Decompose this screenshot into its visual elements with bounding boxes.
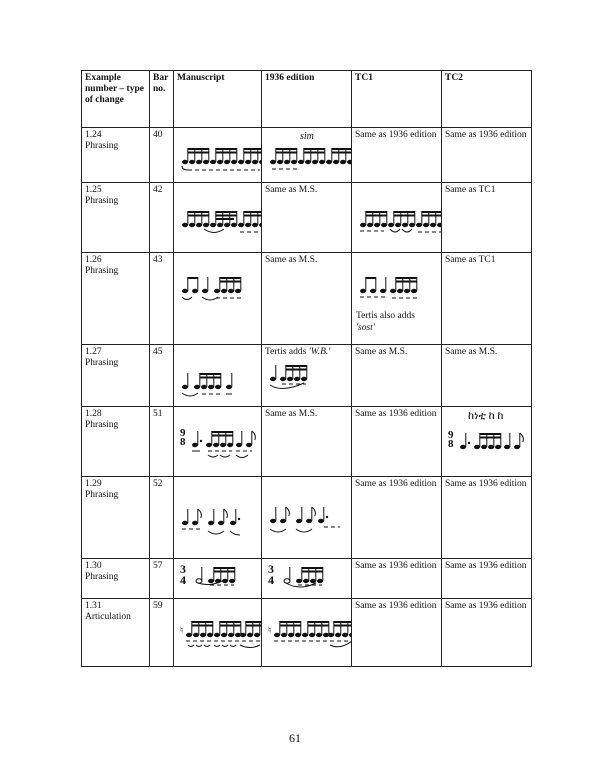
time-sig-bottom: 8	[448, 438, 454, 450]
time-signature	[448, 431, 454, 449]
change-type: Phrasing	[85, 196, 119, 206]
time-signature	[180, 429, 186, 447]
example-number: 1.25	[85, 185, 102, 195]
tc1-cell: Same as 1936 edition	[352, 599, 442, 667]
bar-cell: 52	[150, 477, 174, 559]
manuscript-notation	[174, 128, 262, 183]
music-notation	[180, 503, 258, 537]
header-example: Example number – type of change	[82, 71, 150, 128]
music-notation	[268, 501, 346, 535]
table-row	[82, 559, 532, 599]
tc2-annotation: ከነቲ ከ ከ	[468, 410, 504, 422]
manuscript-notation	[174, 477, 262, 559]
header-tc1: TC1	[352, 71, 442, 128]
time-sig-top: 9	[180, 427, 186, 439]
music-notation	[190, 425, 260, 459]
time-signature	[180, 564, 186, 586]
change-type: Phrasing	[85, 572, 119, 582]
tc2-cell: Same as 1936 edition	[442, 599, 532, 667]
time-sig-top: 3	[268, 562, 274, 576]
change-type: Phrasing	[85, 358, 119, 368]
change-type: Phrasing	[85, 420, 119, 430]
table-row	[82, 183, 532, 253]
edition-cell: Same as M.S.	[262, 407, 352, 477]
example-cell	[82, 183, 150, 253]
tc1-cell: Same as 1936 edition	[352, 407, 442, 477]
header-row	[82, 71, 532, 128]
music-notation	[180, 367, 250, 401]
bar-cell: 42	[150, 183, 174, 253]
example-number: 1.24	[85, 130, 102, 140]
tc2-cell: Same as TC1	[442, 253, 532, 345]
tc1-cell: Same as 1936 edition	[352, 128, 442, 183]
header-tc2: TC2	[442, 71, 532, 128]
edition-annotation: sim	[300, 131, 314, 142]
edition-notation	[262, 599, 352, 667]
music-notation	[180, 142, 262, 174]
header-manuscript: Manuscript	[174, 71, 262, 128]
time-sig-top: 3	[180, 562, 186, 576]
bar-cell: 59	[150, 599, 174, 667]
tc2-cell: Same as TC1	[442, 183, 532, 253]
music-notation	[194, 561, 258, 593]
edition-notation	[262, 477, 352, 559]
bar-cell: 51	[150, 407, 174, 477]
tc2-cell: Same as 1936 edition	[442, 559, 532, 599]
table-row	[82, 599, 532, 667]
tc1-cell: Same as 1936 edition	[352, 559, 442, 599]
manuscript-notation	[174, 559, 262, 599]
header-edition: 1936 edition	[262, 71, 352, 128]
header-bar: Bar no.	[150, 71, 174, 128]
table-row	[82, 128, 532, 183]
time-sig-bottom: 4	[180, 573, 186, 587]
manuscript-notation	[174, 407, 262, 477]
music-notation	[180, 615, 262, 651]
edition-notation	[262, 128, 352, 183]
music-notation	[358, 271, 428, 305]
tc1-cell: Same as 1936 edition	[352, 477, 442, 559]
manuscript-notation	[174, 253, 262, 345]
manuscript-notation	[174, 183, 262, 253]
time-sig-bottom: 8	[180, 436, 186, 448]
page-number: 61	[289, 731, 301, 745]
tc2-cell: Same as 1936 edition	[442, 128, 532, 183]
table-row	[82, 253, 532, 345]
tc1-note: Tertis also adds	[356, 311, 415, 321]
music-notation	[282, 561, 346, 593]
tc2-cell: Same as 1936 edition	[442, 477, 532, 559]
example-cell	[82, 599, 150, 667]
svg-text:♮: ♮	[180, 626, 184, 636]
example-cell	[82, 345, 150, 407]
edition-note: Tertis adds	[265, 347, 307, 357]
music-notation	[358, 205, 442, 239]
comparison-table	[81, 70, 532, 667]
music-notation	[180, 271, 250, 305]
time-sig-bottom: 4	[268, 573, 274, 587]
tc2-cell: Same as M.S.	[442, 345, 532, 407]
tc1-cell: Same as M.S.	[352, 345, 442, 407]
manuscript-notation	[174, 599, 262, 667]
example-number: 1.31	[85, 601, 102, 611]
music-notation	[268, 359, 318, 393]
music-notation	[268, 142, 352, 174]
example-cell	[82, 407, 150, 477]
edition-cell	[262, 345, 352, 407]
edition-cell: Same as M.S.	[262, 183, 352, 253]
music-notation	[180, 205, 262, 237]
example-cell	[82, 477, 150, 559]
edition-notation	[262, 559, 352, 599]
table-row	[82, 477, 532, 559]
manuscript-notation	[174, 345, 262, 407]
svg-text:♮: ♮	[268, 626, 272, 636]
bar-cell: 45	[150, 345, 174, 407]
music-notation	[458, 427, 528, 461]
example-number: 1.27	[85, 347, 102, 357]
bar-cell: 40	[150, 128, 174, 183]
tc1-notation	[352, 183, 442, 253]
edition-cell: Same as M.S.	[262, 253, 352, 345]
time-signature	[268, 564, 274, 586]
example-cell	[82, 559, 150, 599]
music-notation	[268, 615, 352, 651]
change-type: Phrasing	[85, 141, 119, 151]
edition-note-extra: 'W.B.'	[308, 347, 331, 357]
tc2-notation	[442, 407, 532, 477]
time-sig-top: 9	[448, 429, 454, 441]
example-number: 1.26	[85, 255, 102, 265]
example-number: 1.29	[85, 479, 102, 489]
table-row	[82, 407, 532, 477]
example-number: 1.28	[85, 409, 102, 419]
example-cell	[82, 253, 150, 345]
tc1-note-extra: 'sost'	[356, 323, 375, 333]
example-cell	[82, 128, 150, 183]
example-number: 1.30	[85, 561, 102, 571]
change-type: Phrasing	[85, 490, 119, 500]
table-row	[82, 345, 532, 407]
change-type: Articulation	[85, 612, 131, 622]
change-type: Phrasing	[85, 266, 119, 276]
bar-cell: 43	[150, 253, 174, 345]
bar-cell: 57	[150, 559, 174, 599]
tc1-notation	[352, 253, 442, 345]
